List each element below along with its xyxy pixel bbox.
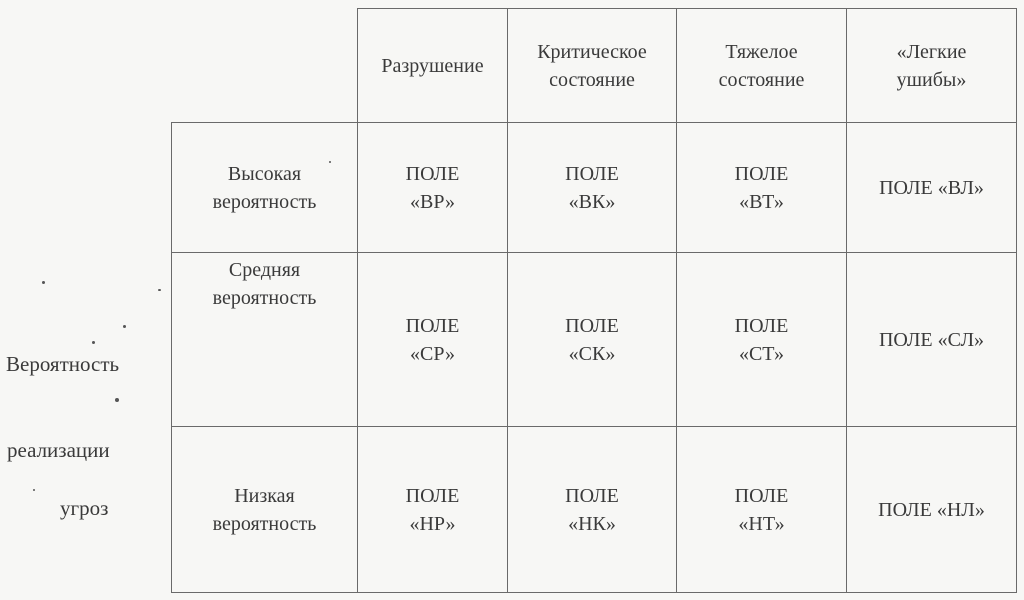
row-label-text: вероятность (212, 190, 317, 213)
cell-vt (677, 123, 846, 252)
cell-text: «НР» (409, 512, 456, 535)
scan-speck (123, 325, 126, 328)
cell-text: ПОЛЕ (565, 162, 619, 185)
cell-text: ПОЛЕ (405, 484, 460, 507)
cell-text: ПОЛЕ (565, 484, 619, 507)
column-header-destruction (358, 9, 507, 122)
column-header-text: Разрушение (381, 54, 484, 77)
cell-sr (358, 253, 507, 426)
column-header-light-bruises (847, 9, 1016, 122)
scan-speck (42, 281, 45, 284)
cell-text: «НК» (568, 512, 616, 535)
cell-text: ПОЛЕ (734, 484, 789, 507)
row-label-text: вероятность (212, 512, 317, 535)
axis-label-threats: угроз (60, 496, 109, 520)
column-header-text: Тяжелое (725, 40, 798, 63)
column-header-text: «Легкие (896, 40, 967, 63)
column-header-text: Критическое (537, 40, 647, 63)
row-label-text: вероятность (212, 287, 317, 309)
row-label-medium (172, 256, 357, 316)
cell-text: «ВК» (568, 190, 616, 213)
row-label-low (172, 427, 357, 592)
cell-text: ПОЛЕ (734, 314, 789, 337)
scan-speck (33, 489, 35, 491)
axis-label-probability: Вероятность (6, 352, 120, 376)
column-header-text: состояние (718, 68, 805, 91)
row-label-high (172, 123, 357, 252)
scan-speck (115, 398, 119, 402)
cell-text: «ВТ» (739, 190, 784, 213)
grid-line-right (1016, 8, 1017, 593)
cell-text: «ВР» (410, 190, 455, 213)
cell-nr (358, 427, 507, 592)
cell-text: ПОЛЕ «СЛ» (878, 328, 985, 351)
row-label-text: Высокая (227, 162, 302, 185)
grid-line-bottom (171, 592, 1017, 593)
cell-text: ПОЛЕ (405, 314, 460, 337)
cell-text: «СТ» (738, 342, 785, 365)
cell-text: «НТ» (738, 512, 785, 535)
column-header-severe (677, 9, 846, 122)
cell-text: ПОЛЕ (405, 162, 460, 185)
scan-speck (92, 341, 95, 344)
cell-text: ПОЛЕ (565, 314, 619, 337)
column-header-critical (508, 9, 676, 122)
cell-nl (847, 427, 1016, 592)
scan-speck (158, 289, 161, 291)
cell-vr (358, 123, 507, 252)
scan-speck (329, 161, 331, 163)
cell-text: ПОЛЕ «ВЛ» (879, 176, 984, 199)
cell-sk (508, 253, 676, 426)
cell-text: «СК» (568, 342, 616, 365)
row-label-text: Средняя (228, 259, 301, 281)
cell-nt (677, 427, 846, 592)
cell-vk (508, 123, 676, 252)
cell-text: ПОЛЕ «НЛ» (878, 498, 985, 521)
row-label-text: Низкая (234, 484, 295, 507)
cell-st (677, 253, 846, 426)
cell-nk (508, 427, 676, 592)
cell-text: «СР» (410, 342, 455, 365)
column-header-text: состояние (549, 68, 635, 91)
column-header-text: ушибы» (896, 68, 967, 91)
cell-sl (847, 253, 1016, 426)
cell-text: ПОЛЕ (734, 162, 789, 185)
cell-vl (847, 123, 1016, 252)
axis-label-realization: реализации (7, 438, 110, 462)
